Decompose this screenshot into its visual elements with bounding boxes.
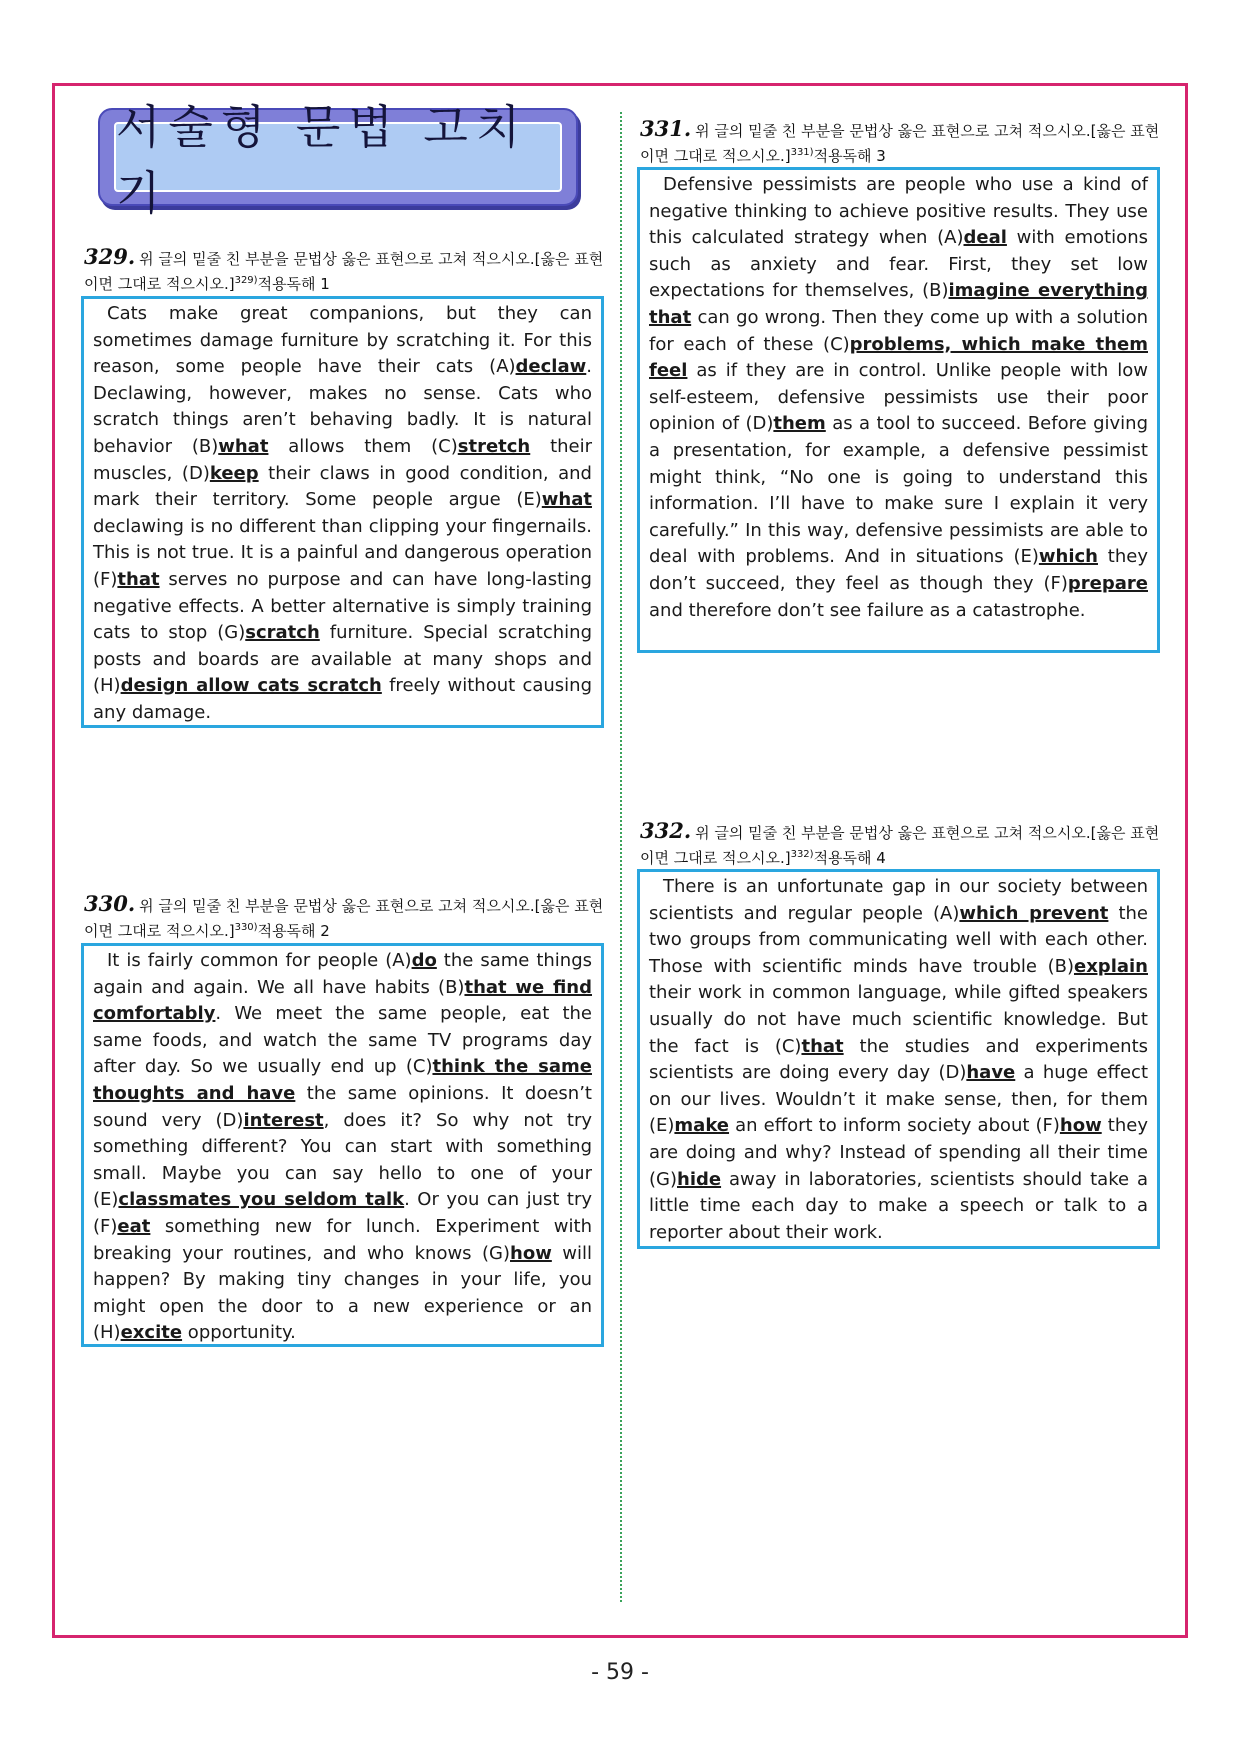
question-source: 적용독해 3 xyxy=(813,147,886,165)
underlined-answer-blank: make xyxy=(674,1115,730,1137)
underlined-answer-blank: design allow cats scratch xyxy=(120,675,382,697)
page-number: - 59 - xyxy=(591,1660,649,1685)
passage-text: There is an unfortunate gap in our society between scientists and regular people (A)which prevent the two groups from communicating well with each other. Those with scientific minds have trouble (B)explain their work in common language, while gifted speakers usually do not have much scientific knowledge. But the fact is (C)that the studies and experiments scientists are doing every day (D)have a huge effect on our lives. Wouldn’t it make sense, then, for them (E)make an effort to inform society about (F)how they are doing and why? Instead of spending all their time (G)hide away in laboratories, scientists should take a little time each day to make a speech or talk to a reporter about their work. xyxy=(649,876,1148,1243)
passage-text: It is fairly common for people (A)do the same things again and again. We all have habits (B)that we find comfortably. We meet the same people, eat the same foods, and watch the same TV programs day after day. So we usually end up (C)think the same thoughts and have the same opinions. It doesn’t sound very (D)interest, does it? So why not try something different? You can start with something small. Maybe you can say hello to one of your (E)classmates you seldom talk. Or you can just try (F)eat something new for lunch. Experiment with breaking your routines, and who knows (G)how will happen? By making tiny changes in your life, you might open the door to a new experience or an (H)excite opportunity. xyxy=(93,950,593,1344)
question-number: 329. xyxy=(84,244,136,269)
footnote-marker: 332) xyxy=(790,849,814,860)
question-header-332 xyxy=(640,820,1162,869)
question-header-331 xyxy=(640,118,1162,167)
underlined-answer-blank: which xyxy=(1038,546,1098,568)
passage-text: Defensive pessimists are people who use a kind of negative thinking to achieve positive results. They use this calculated strategy when (A)deal with emotions such as anxiety and fear. First, they set low expectations for themselves, (B)imagine everything that can go wrong. Then they come up with a solution for each of these (C)problems, which make them feel as if they are in control. Unlike people with low self-esteem, defensive pessimists use their poor opinion of (D)them as a tool to succeed. Before giving a presentation, for example, a defensive pessimist might think, “No one is going to understand this information. I’ll have to make sure I explain it very carefully.” In this way, defensive pessimists are able to deal with problems. And in situations (E)which they don’t succeed, they feel as though they (F)prepare and therefore don’t see failure as a catastrophe. xyxy=(649,174,1149,621)
underlined-answer-blank: eat xyxy=(117,1215,151,1237)
section-title: 서술형 문법 고치기 xyxy=(114,122,562,192)
underlined-answer-blank: keep xyxy=(209,462,259,484)
footnote-marker: 329) xyxy=(234,275,258,286)
underlined-answer-blank: which prevent xyxy=(959,902,1109,924)
underlined-answer-blank: how xyxy=(510,1242,552,1264)
question-source: 적용독해 4 xyxy=(813,849,886,867)
underlined-answer-blank: imagine everything that xyxy=(649,280,1148,328)
question-number: 332. xyxy=(640,818,692,843)
passage-box-331 xyxy=(637,167,1160,653)
underlined-answer-blank: have xyxy=(966,1062,1016,1084)
underlined-answer-blank: think the same thoughts and have xyxy=(93,1056,592,1104)
question-instruction: 위 글의 밑줄 친 부분을 문법상 옳은 표현으로 고쳐 적으시오.[옳은 표현이면 그대로 적으시오.] xyxy=(84,250,604,293)
underlined-answer-blank: that xyxy=(801,1035,844,1057)
question-instruction: 위 글의 밑줄 친 부분을 문법상 옳은 표현으로 고쳐 적으시오.[옳은 표현이면 그대로 적으시오.] xyxy=(84,897,604,940)
passage-text: Cats make great companions, but they can sometimes damage furniture by scratching it. For this reason, some people have their cats (A)declaw. Declawing, however, makes no sense. Cats who scratch things aren’t behaving badly. It is natural behavior (B)what allows them (C)stretch their muscles, (D)keep their claws in good condition, and mark their territory. Some people argue (E)what declawing is no different than clipping your fingernails. This is not true. It is a painful and dangerous operation (F)that serves no purpose and can have long-lasting negative effects. A better alternative is simply training cats to stop (G)scratch furniture. Special scratching posts and boards are available at many shops and (H)design allow cats scratch freely without causing any damage. xyxy=(93,303,593,723)
underlined-answer-blank: excite xyxy=(120,1322,183,1344)
underlined-answer-blank: explain xyxy=(1073,955,1148,977)
section-title-banner xyxy=(98,100,578,220)
underlined-answer-blank: prepare xyxy=(1067,572,1148,594)
question-source: 적용독해 2 xyxy=(257,922,330,940)
underlined-answer-blank: how xyxy=(1059,1115,1102,1137)
footnote-marker: 330) xyxy=(234,922,258,933)
underlined-answer-blank: interest xyxy=(243,1109,324,1131)
underlined-answer-blank: what xyxy=(218,435,269,457)
question-header-329 xyxy=(84,246,604,295)
underlined-answer-blank: that we find comfortably xyxy=(93,976,592,1025)
underlined-answer-blank: problems, which make them feel xyxy=(649,333,1148,382)
question-header-330 xyxy=(84,893,604,942)
question-instruction: 위 글의 밑줄 친 부분을 문법상 옳은 표현으로 고쳐 적으시오.[옳은 표현이면 그대로 적으시오.] xyxy=(640,824,1160,867)
passage-box-330 xyxy=(81,943,604,1347)
underlined-answer-blank: declaw xyxy=(515,356,587,378)
underlined-answer-blank: them xyxy=(773,413,826,435)
underlined-answer-blank: classmates you seldom talk xyxy=(118,1189,405,1211)
passage-box-332 xyxy=(637,869,1160,1249)
underlined-answer-blank: stretch xyxy=(457,435,531,457)
passage-box-329 xyxy=(81,296,604,728)
underlined-answer-blank: what xyxy=(541,489,592,511)
underlined-answer-blank: hide xyxy=(677,1168,722,1190)
underlined-answer-blank: that xyxy=(117,568,160,590)
underlined-answer-blank: deal xyxy=(963,227,1007,249)
underlined-answer-blank: do xyxy=(411,950,437,971)
question-number: 331. xyxy=(640,116,692,141)
question-instruction: 위 글의 밑줄 친 부분을 문법상 옳은 표현으로 고쳐 적으시오.[옳은 표현이면 그대로 적으시오.] xyxy=(640,122,1160,165)
column-divider xyxy=(620,112,622,1602)
question-source: 적용독해 1 xyxy=(257,275,330,293)
question-number: 330. xyxy=(84,891,136,916)
underlined-answer-blank: scratch xyxy=(245,622,320,644)
footnote-marker: 331) xyxy=(790,147,814,158)
